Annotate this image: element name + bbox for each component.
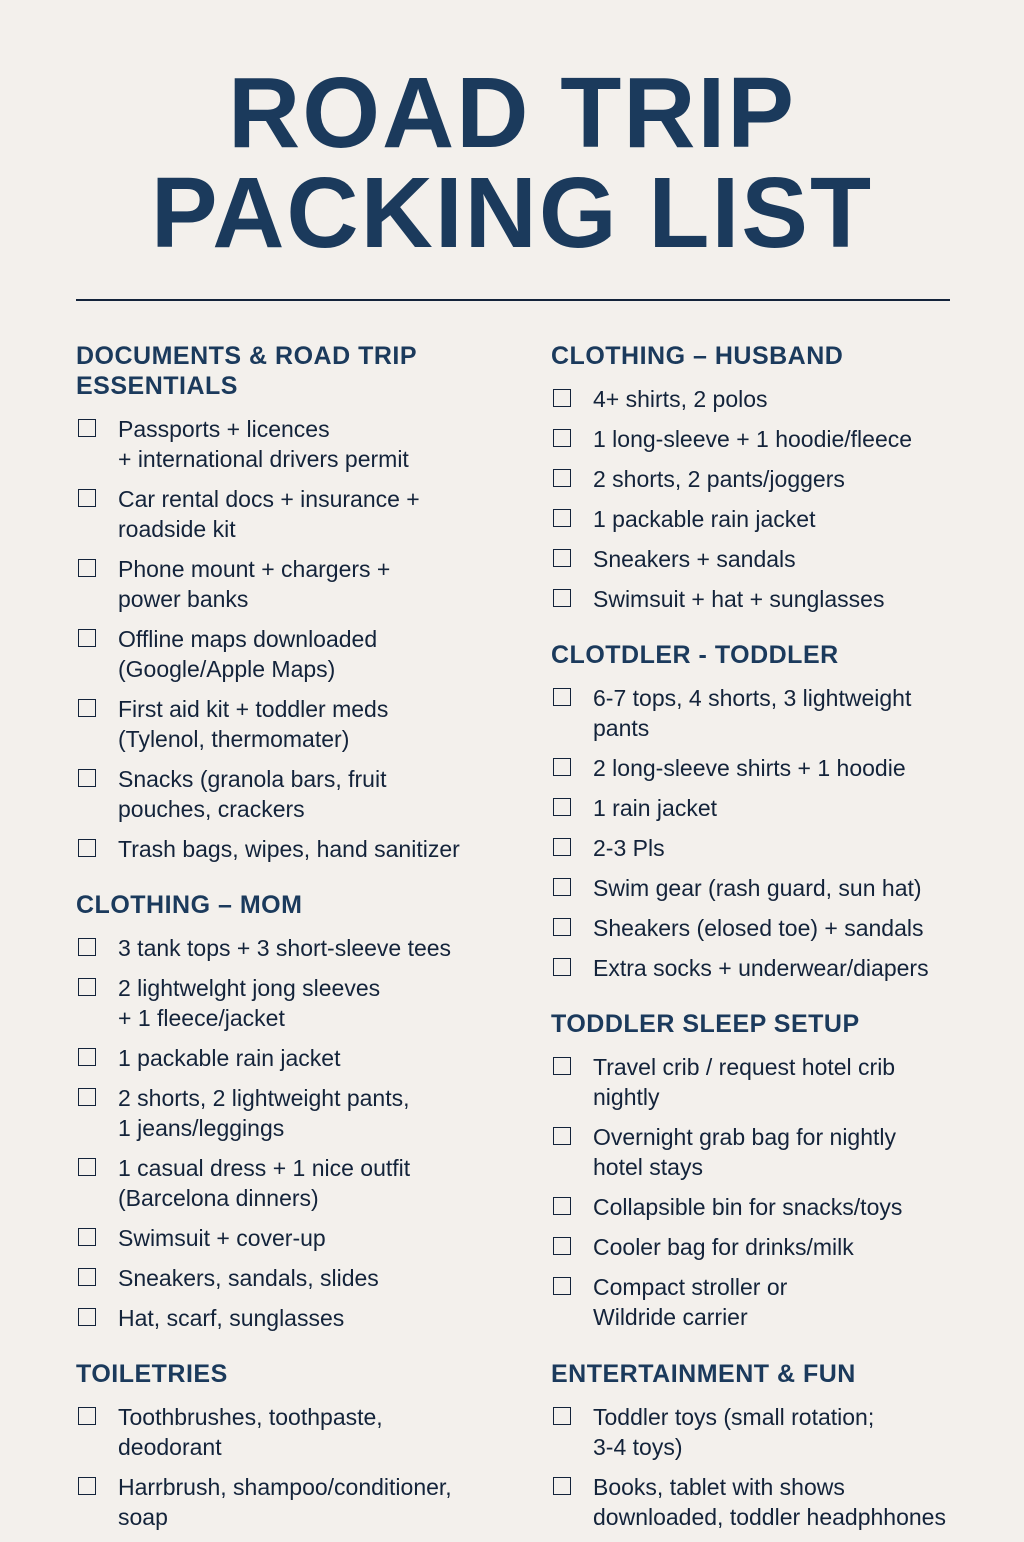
checklist-item-label: Compact stroller or Wildride carrier xyxy=(593,1274,788,1330)
checklist-item-label: Swim gear (rash guard, sun hat) xyxy=(593,875,922,901)
checklist-item-label: Trash bags, wipes, hand sanitizer xyxy=(118,836,460,862)
checkbox[interactable] xyxy=(553,798,571,816)
checklist-item-label: First aid kit + toddler meds (Tylenol, thermomater) xyxy=(118,696,389,752)
checkbox[interactable] xyxy=(78,938,96,956)
checklist-item-label: Sheakers (elosed toe) + sandals xyxy=(593,915,924,941)
checklist-item[interactable] xyxy=(76,1303,516,1333)
page-title-line1: ROAD TRIP xyxy=(228,57,796,169)
checklist-item[interactable] xyxy=(76,834,516,864)
checkbox[interactable] xyxy=(553,1277,571,1295)
checkbox[interactable] xyxy=(553,589,571,607)
checklist-item[interactable] xyxy=(551,424,991,454)
checkbox[interactable] xyxy=(78,1048,96,1066)
checklist-item[interactable] xyxy=(551,753,991,783)
checkbox[interactable] xyxy=(553,1197,571,1215)
checklist-item-label: Sneakers, sandals, slides xyxy=(118,1265,379,1291)
checklist-item[interactable] xyxy=(551,683,991,743)
checklist-item[interactable] xyxy=(76,933,516,963)
checklist-item-label: Cooler bag for drinks/milk xyxy=(593,1234,854,1260)
checklist-item-label: 2-3 Pls xyxy=(593,835,665,861)
checkbox[interactable] xyxy=(78,839,96,857)
section-entertainment xyxy=(551,1359,991,1542)
checklist-item-label: Extra socks + underwear/diapers xyxy=(593,955,929,981)
checklist-item[interactable] xyxy=(551,504,991,534)
checklist-item-label: 1 casual dress + 1 nice outfit (Barcelona dinners) xyxy=(118,1155,411,1211)
checklist-item[interactable] xyxy=(551,873,991,903)
checkbox[interactable] xyxy=(78,1088,96,1106)
section-clothing-husband xyxy=(551,341,991,624)
checkbox[interactable] xyxy=(553,1237,571,1255)
checkbox[interactable] xyxy=(553,1127,571,1145)
checkbox[interactable] xyxy=(78,1477,96,1495)
checklist-item-label: Car rental docs + insurance + roadside kit xyxy=(118,486,420,542)
section-heading: CLOTHING – MOM xyxy=(76,891,303,919)
checklist-item-label: 2 shorts, 2 lightweight pants, 1 jeans/leggings xyxy=(118,1085,410,1141)
checklist-item-label: Travel crib / request hotel crib nightly xyxy=(593,1054,896,1110)
checklist-item[interactable] xyxy=(551,1272,991,1332)
checklist-item-label: Hat, scarf, sunglasses xyxy=(118,1305,345,1331)
checklist-item[interactable] xyxy=(551,953,991,983)
checkbox[interactable] xyxy=(78,978,96,996)
checklist-item[interactable] xyxy=(551,1472,991,1532)
checkbox[interactable] xyxy=(553,429,571,447)
checklist-item-label: 2 long-sleeve shirts + 1 hoodie xyxy=(593,755,906,781)
checklist-item-label: 2 lightwelght jong sleeves + 1 fleece/jacket xyxy=(118,975,381,1031)
checklist-item[interactable] xyxy=(551,584,991,614)
section-heading: TODDLER SLEEP SETUP xyxy=(551,1010,860,1038)
page-title-line2: PACKING LIST xyxy=(150,157,874,269)
checklist-item[interactable] xyxy=(76,1223,516,1253)
checkbox[interactable] xyxy=(78,1228,96,1246)
checklist-item-label: Swimsuit + hat + sunglasses xyxy=(593,586,885,612)
checkbox[interactable] xyxy=(78,629,96,647)
checklist-item[interactable] xyxy=(551,1122,991,1182)
section-heading: CLOTHING – HUSBAND xyxy=(551,342,844,370)
checklist-item[interactable] xyxy=(551,464,991,494)
checklist-item-label: Sneakers + sandals xyxy=(593,546,796,572)
checklist-item-label: Overnight grab bag for nightly hotel stays xyxy=(593,1124,897,1180)
checklist-item[interactable] xyxy=(76,414,516,474)
section-toiletries xyxy=(76,1359,516,1542)
checklist-item[interactable] xyxy=(76,764,516,824)
title-divider xyxy=(76,299,950,301)
checklist-item[interactable] xyxy=(76,1083,516,1143)
checklist-item-label: Passports + licences + international drivers permit xyxy=(118,416,409,472)
checkbox[interactable] xyxy=(553,758,571,776)
checkbox[interactable] xyxy=(553,389,571,407)
checklist-item[interactable] xyxy=(76,694,516,754)
checklist-item[interactable] xyxy=(551,1192,991,1222)
checklist-item-label: 1 packable rain jacket xyxy=(593,506,816,532)
checklist-item-label: 2 shorts, 2 pants/joggers xyxy=(593,466,845,492)
checklist-item[interactable] xyxy=(551,793,991,823)
checklist-item-label: 4+ shirts, 2 polos xyxy=(593,386,768,412)
checklist-item[interactable] xyxy=(76,973,516,1033)
section-clothing-mom xyxy=(76,890,516,1343)
checklist-item-label: 1 packable rain jacket xyxy=(118,1045,341,1071)
checkbox[interactable] xyxy=(78,699,96,717)
checklist-item-label: 3 tank tops + 3 short-sleeve tees xyxy=(118,935,452,961)
checkbox[interactable] xyxy=(553,918,571,936)
checkbox[interactable] xyxy=(78,1268,96,1286)
checklist-item[interactable] xyxy=(76,554,516,614)
checklist-item-label: Collapsible bin for snacks/toys xyxy=(593,1194,903,1220)
checklist-item[interactable] xyxy=(551,1232,991,1262)
checklist-item-label: Phone mount + chargers + power banks xyxy=(118,556,391,612)
checklist-item[interactable] xyxy=(76,1472,516,1532)
checkbox[interactable] xyxy=(78,559,96,577)
checkbox[interactable] xyxy=(553,878,571,896)
checkbox[interactable] xyxy=(553,509,571,527)
checkbox[interactable] xyxy=(553,958,571,976)
checklist-item[interactable] xyxy=(76,1043,516,1073)
checklist-item-label: Offline maps downloaded (Google/Apple Maps) xyxy=(118,626,378,682)
checklist-item[interactable] xyxy=(551,913,991,943)
checklist-item-label: Toddler toys (small rotation; 3-4 toys) xyxy=(593,1404,875,1460)
checklist-item[interactable] xyxy=(551,544,991,574)
checkbox[interactable] xyxy=(78,769,96,787)
checkbox[interactable] xyxy=(78,1158,96,1176)
checklist-item-label: Swimsuit + cover-up xyxy=(118,1225,326,1251)
checklist-item[interactable] xyxy=(551,1052,991,1112)
section-heading: CLOTDLER - TODDLER xyxy=(551,641,839,669)
checklist-item-label: Toothbrushes, toothpaste, deodorant xyxy=(118,1404,383,1460)
checklist-item-label: Books, tablet with shows downloaded, toddler headphhones xyxy=(593,1474,946,1530)
checkbox[interactable] xyxy=(553,1057,571,1075)
checkbox[interactable] xyxy=(553,1407,571,1425)
checkbox[interactable] xyxy=(553,838,571,856)
section-heading: DOCUMENTS & ROAD TRIP ESSENTIALS xyxy=(76,342,418,400)
checklist-item-label: 1 long-sleeve + 1 hoodie/fleece xyxy=(593,426,913,452)
checkbox[interactable] xyxy=(78,419,96,437)
checkbox[interactable] xyxy=(78,489,96,507)
checklist-item-label: 6-7 tops, 4 shorts, 3 lightweight pants xyxy=(593,685,912,741)
checkbox[interactable] xyxy=(553,549,571,567)
checkbox[interactable] xyxy=(78,1407,96,1425)
checkbox[interactable] xyxy=(78,1308,96,1326)
section-heading: ENTERTAINMENT & FUN xyxy=(551,1360,856,1388)
checklist-item[interactable] xyxy=(76,1263,516,1293)
section-toddler-sleep xyxy=(551,1009,991,1342)
checklist-item[interactable] xyxy=(76,1153,516,1213)
section-clothing-toddler xyxy=(551,640,991,993)
checklist-item-label: 1 rain jacket xyxy=(593,795,718,821)
checkbox[interactable] xyxy=(553,1477,571,1495)
checkbox[interactable] xyxy=(553,469,571,487)
checklist-item[interactable] xyxy=(551,384,991,414)
checklist-item[interactable] xyxy=(551,1402,991,1462)
checkbox[interactable] xyxy=(553,688,571,706)
checklist-item[interactable] xyxy=(551,833,991,863)
checklist-item[interactable] xyxy=(76,484,516,544)
checklist-item[interactable] xyxy=(76,1402,516,1462)
checklist-item-label: Harrbrush, shampoo/conditioner, soap xyxy=(118,1474,452,1530)
checklist-item-label: Snacks (granola bars, fruit pouches, crackers xyxy=(118,766,387,822)
checklist-item[interactable] xyxy=(76,624,516,684)
section-documents xyxy=(76,341,516,874)
section-heading: TOILETRIES xyxy=(76,1360,228,1388)
